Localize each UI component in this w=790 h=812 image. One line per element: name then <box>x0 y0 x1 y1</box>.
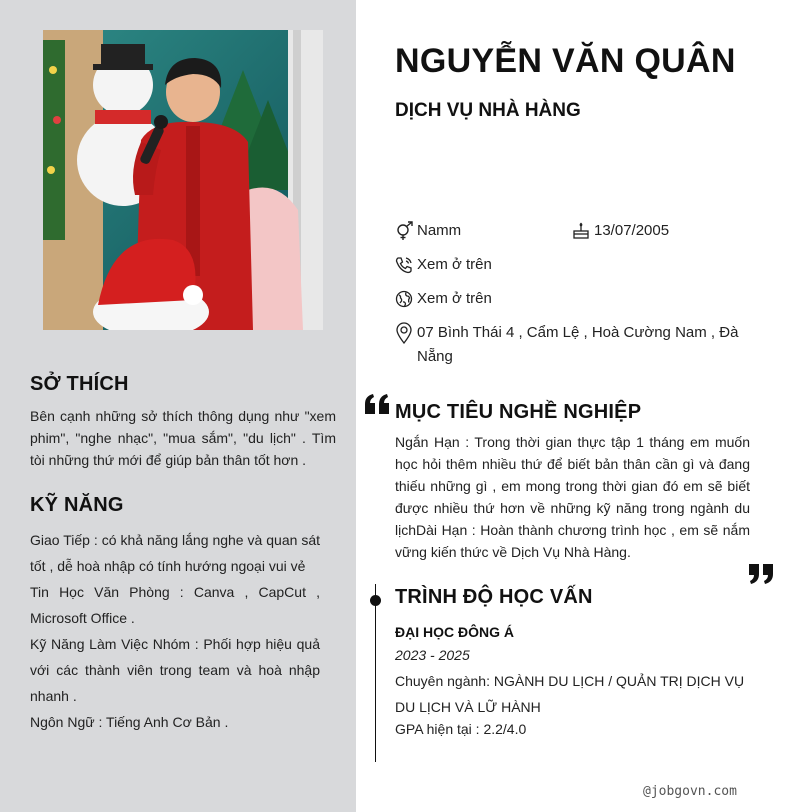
left-sidebar <box>0 0 356 812</box>
birthdate-row <box>572 219 669 243</box>
career-goal-title: MỤC TIÊU NGHỀ NGHIỆP <box>395 401 642 423</box>
location-pin-icon <box>395 321 417 345</box>
skills-title: KỸ NĂNG <box>30 494 124 516</box>
skills-list <box>30 527 320 735</box>
hobbies-title: SỞ THÍCH <box>30 373 129 395</box>
education-major: Chuyên ngành: NGÀNH DU LỊCH / QUẢN TRỊ DỊCH VỤ DU LỊCH VÀ LỮ HÀNH <box>395 673 745 715</box>
gender-value: Namm <box>417 222 462 239</box>
education-title: TRÌNH ĐỘ HỌC VẤN <box>395 586 593 608</box>
skill-item: Kỹ Năng Làm Việc Nhóm : Phối hợp hiệu quả với các thành viên trong team và hoà nhập nhanh . <box>30 636 320 704</box>
address-value: 07 Bình Thái 4 , Cẩm Lệ , Hoà Cường Nam , Đà Nẵng <box>417 324 739 365</box>
globe-icon <box>395 287 417 311</box>
candidate-name: NGUYỄN VĂN QUÂN <box>395 42 736 80</box>
open-quote-icon <box>364 393 392 420</box>
birthdate-value: 13/07/2005 <box>594 222 670 239</box>
profile-photo <box>43 30 323 330</box>
education-school: ĐẠI HỌC ĐÔNG Á <box>395 624 514 640</box>
phone-icon <box>395 253 417 277</box>
skill-item: Tin Học Văn Phòng : Canva , CapCut , Microsoft Office . <box>30 584 320 626</box>
phone-row <box>395 253 492 277</box>
watermark: @jobgovn.com <box>643 784 737 799</box>
education-gpa: GPA hiện tại : 2.2/4.0 <box>395 721 527 737</box>
timeline-line <box>375 584 376 762</box>
phone-value: Xem ở trên <box>417 256 492 273</box>
website-value: Xem ở trên <box>417 290 492 307</box>
close-quote-icon <box>748 563 776 590</box>
career-goal-text: Ngắn Hạn : Trong thời gian thực tập 1 tháng em muốn học hỏi thêm nhiều thứ để biết bản thân cần gì và đang thiếu những gì , em mong trong thời gian đó em sẽ biết được nhiều thứ hơn về những kỹ năng trong ngành du lịchDài Hạn : Hoàn thành chương trình học , em sẽ nắm vững kiến thức về Dịch Vụ Nhà Hàng. <box>395 434 750 560</box>
website-row <box>395 287 492 311</box>
birthday-cake-icon <box>572 219 594 243</box>
address-row <box>395 321 755 369</box>
gender-icon <box>395 219 417 243</box>
candidate-role: DỊCH VỤ NHÀ HÀNG <box>395 100 581 121</box>
hobbies-text: Bên cạnh những sở thích thông dụng như "xem phim", "nghe nhạc", "mua sắm", "du lịch" . Tìm tòi những thứ mới để giúp bản thân tốt hơn . <box>30 408 336 468</box>
timeline-dot <box>370 595 381 606</box>
education-years: 2023 - 2025 <box>395 647 470 663</box>
gender-row <box>395 219 461 243</box>
skill-item: Giao Tiếp : có khả năng lắng nghe và quan sát tốt , dễ hoà nhập có tính hướng ngoại vui vẻ <box>30 532 320 574</box>
skill-item: Ngôn Ngữ : Tiếng Anh Cơ Bản . <box>30 714 229 730</box>
